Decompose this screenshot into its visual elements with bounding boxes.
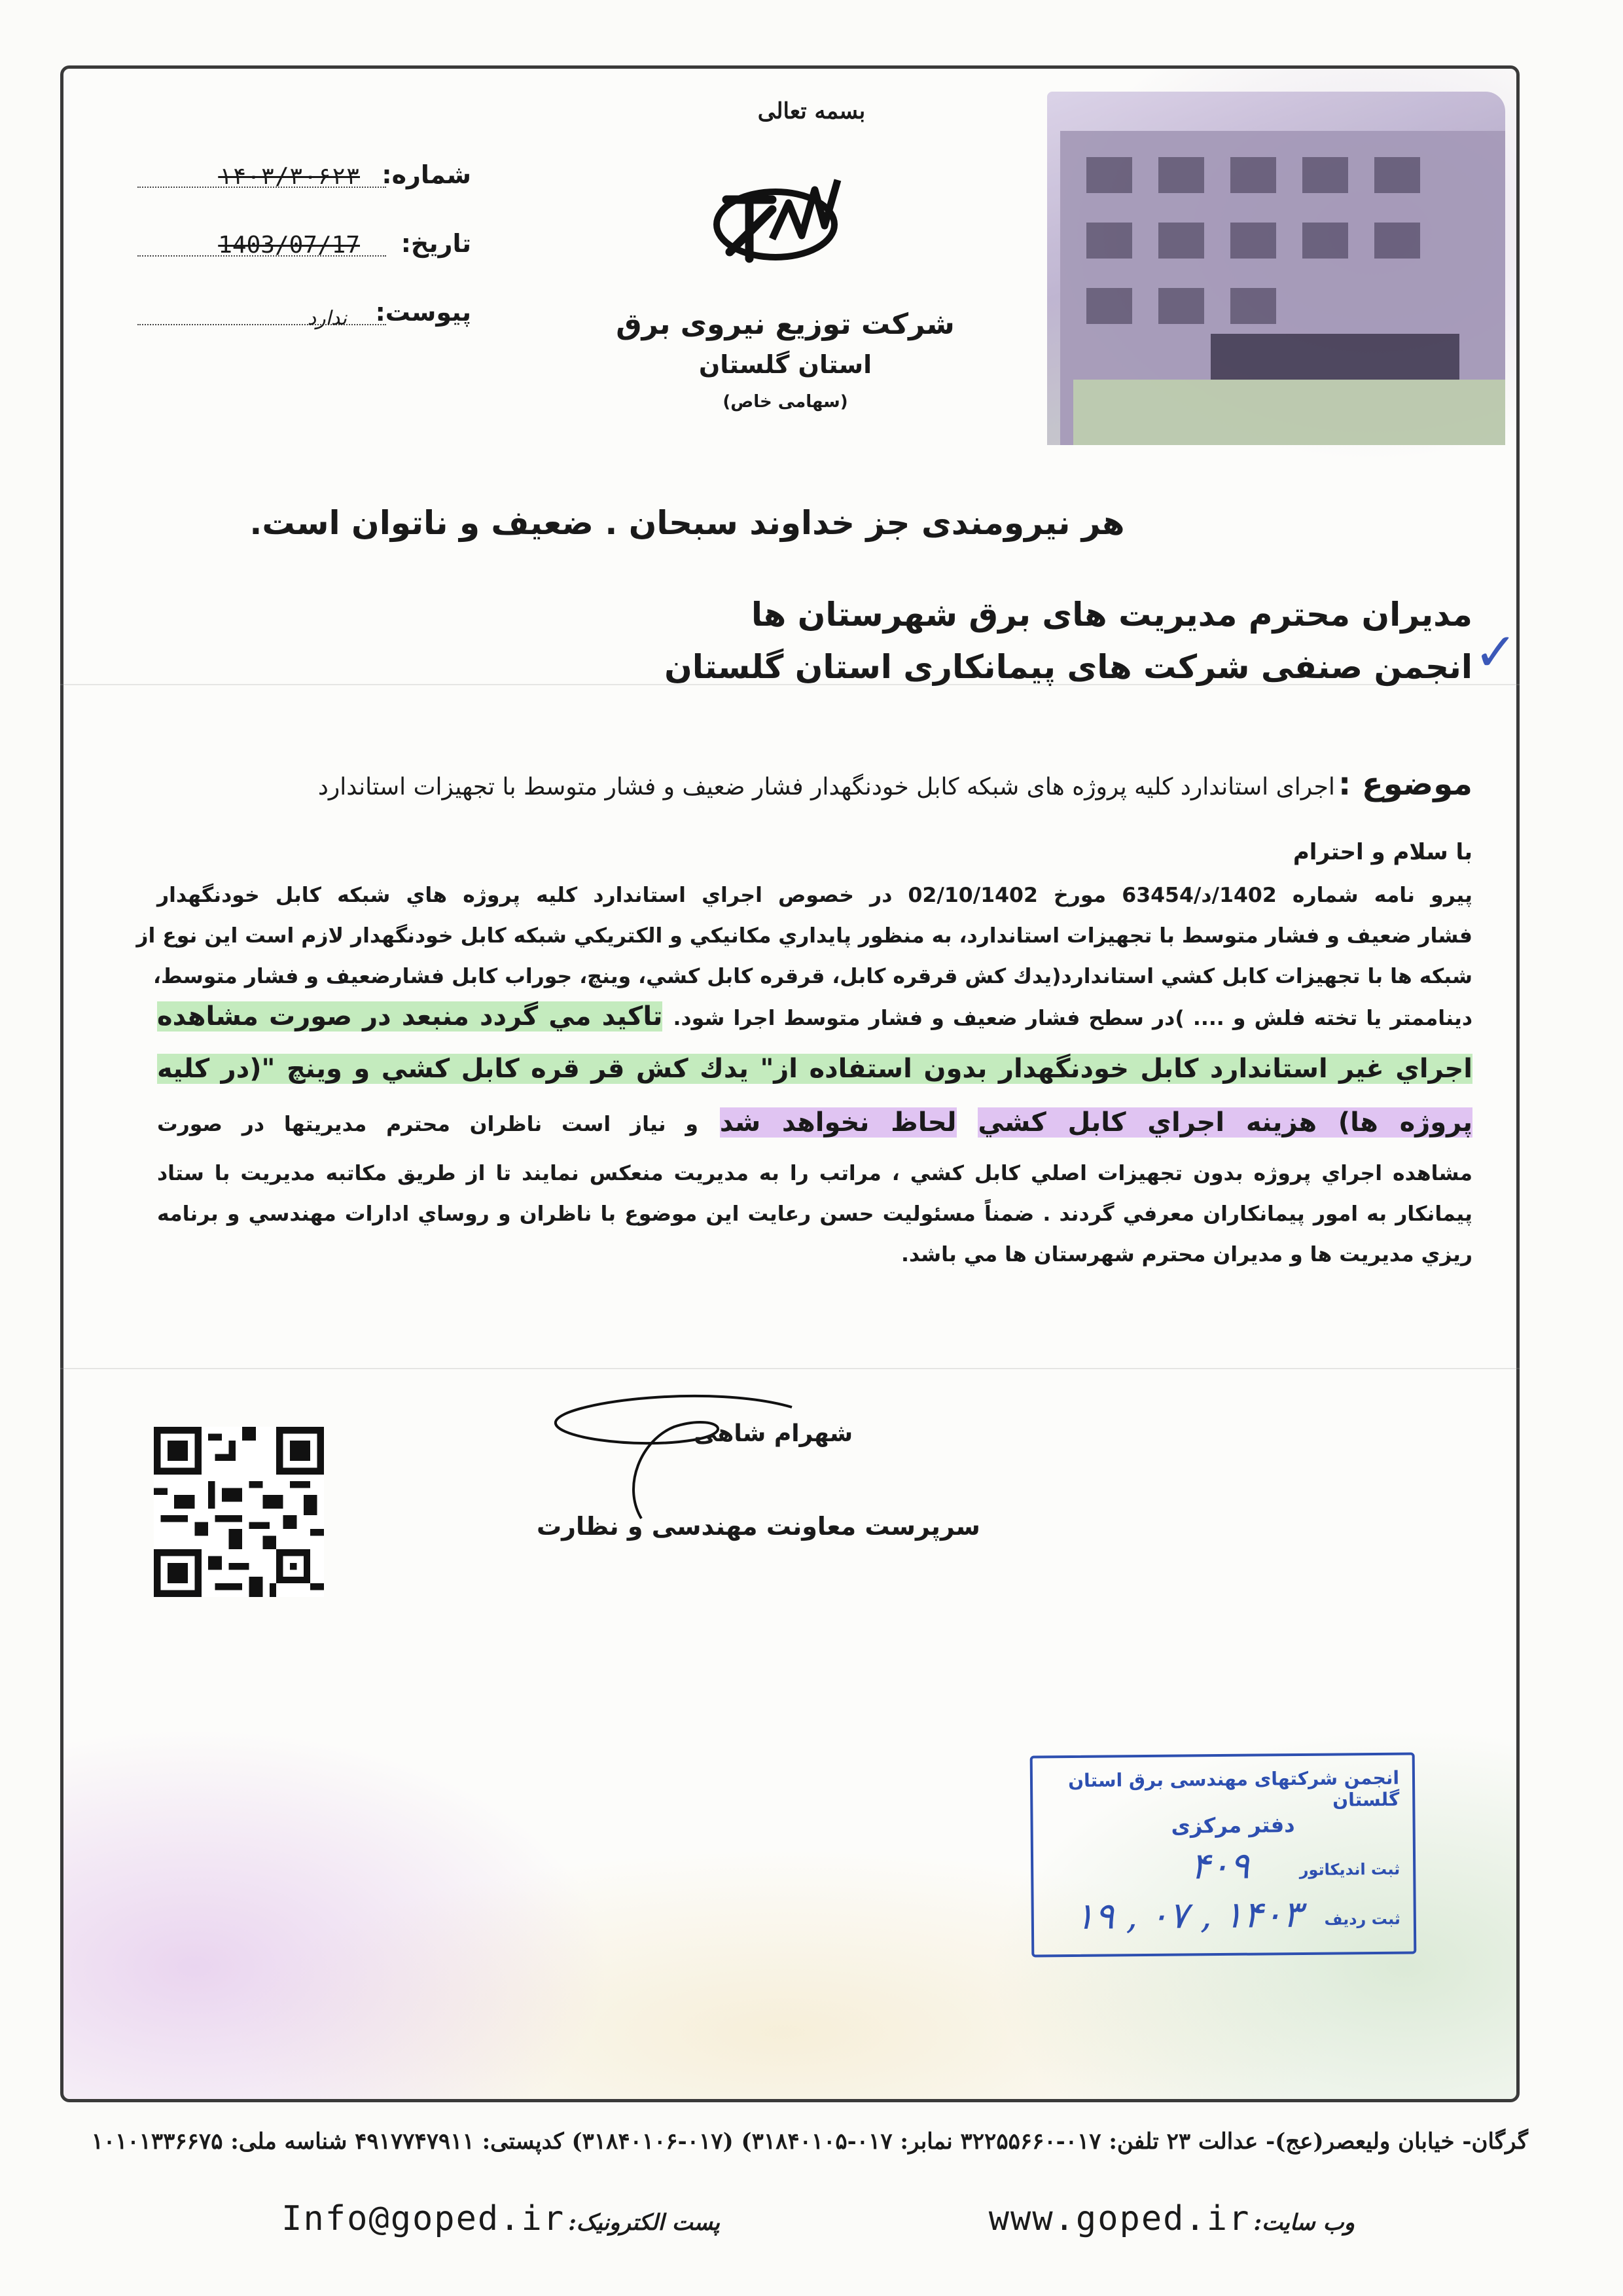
stamp-indicator-label: ثبت اندیکاتور (1299, 1859, 1400, 1879)
body-text: و نياز است ناظران محترم مديريتها در صورت (157, 1113, 698, 1136)
dotted-line (137, 324, 386, 325)
addressee-line-1: مدیران محترم مدیریت های برق شهرستان ها (751, 596, 1472, 634)
website-url: www.goped.ir (988, 2199, 1251, 2238)
registration-stamp (1030, 1752, 1417, 1957)
letter-number-label: شماره: (382, 160, 471, 189)
company-type: (سهامی خاص) (722, 392, 848, 412)
subject-label: موضوع : (1338, 766, 1472, 802)
stamp-row-value: ۱۴۰۳ , ۰۷ , ۱۹ (1075, 1893, 1303, 1938)
company-name: شرکت توزیع نیروی برق (616, 308, 955, 341)
checkmark-icon: ✓ (1474, 622, 1518, 683)
letter-number-field (131, 160, 471, 197)
attachment-field (131, 298, 471, 334)
highlighted-text: تاكيد مي گردد منبعد در صورت مشاهده (157, 1001, 663, 1031)
letter-date-field (131, 229, 471, 266)
body-text: ديناممتر يا تخته فلش و .... )در سطح فشار ضعيف و فشار متوسط اجرا شود. (673, 1007, 1472, 1030)
stamp-indicator-value: ۴۰۹ (1190, 1844, 1250, 1888)
letter-date-value: 1403/07/17 (218, 232, 360, 259)
footer-email (281, 2199, 720, 2238)
addressee-line-2: انجمن صنفی شرکت های پیمانکاری استان گلستان (664, 648, 1472, 686)
body-line: شبكه ها با تجهيزات كابل كشي استاندارد(يدك كش قرقره كابل، قرقره كابل كشي، وينچ، جوراب كابل فشارضعيف و فشار متوسط، (153, 965, 1472, 988)
stamp-office: دفتر مرکزی (1171, 1812, 1295, 1839)
subject-text: اجرای استاندارد کلیه پروژه های شبکه کابل خودنگهدار فشار ضعیف و فشار متوسط با تجهیزات استاندارد (317, 774, 1335, 800)
body-line: ريزي مديريت ها و مديران محترم شهرستان ها مي باشد. (901, 1243, 1472, 1266)
footer-website (989, 2199, 1355, 2238)
body-line: پيمانكار به امور پيمانكاران معرفي گردند . ضمناً مسئوليت حسن رعايت اين موضوع با ناظران و روساي ادارات مهندسي و برنامه (157, 1202, 1472, 1226)
company-logo (710, 173, 847, 272)
signatory-name: شهرام شاهی (694, 1420, 853, 1447)
footer-address: گرگان- خیابان ولیعصر(عج)- عدالت ۲۳ تلفن: ۰۱۷-۳۲۲۵۵۶۶۰ نمابر: ۰۱۷-۳۱۸۴۰۱۰۵) (۰۱۷-۳۱۸۴۰۱۰۶) کدپستی: ۴۹۱۷۷۴۷۹۱۱ شناسه ملی: ۱۰۱۰۱۳۳۶۶۷۵ (91, 2128, 1528, 2155)
building-photo (1047, 92, 1505, 445)
body-line: فشار ضعيف و فشار متوسط با تجهيزات استاندارد، به منظور پايداري مكانيكي و الكتريكي شبكه كابل خودنگهدار لازم است اين نوع از (136, 924, 1472, 948)
website-label: وب سایت: (1253, 2210, 1355, 2236)
email-label: پست الکترونیک: (568, 2210, 720, 2236)
company-province: استان گلستان (698, 350, 872, 379)
highlighted-text: اجراي غير استاندارد كابل خودنگهدار بدون استفاده از" يدك كش قر قره كابل كشي و وينچ "(در كليه (157, 1054, 1472, 1084)
email-address: Info@goped.ir (281, 2199, 565, 2238)
body-line-highlighted (157, 1054, 1472, 1096)
company-block (615, 308, 955, 412)
stamp-organization: انجمن شرکتهای مهندسی برق استان گلستان (1068, 1767, 1400, 1811)
body-line (157, 1001, 1472, 1043)
attachment-value: ندارد (307, 307, 347, 330)
body-line: پیرو نامه شماره 1402/د/63454 مورخ 02/10/1402 در خصوص اجراي استاندارد كليه پروژه هاي شبكه كابل خودنگهدار (157, 884, 1472, 907)
motto: هر نیرومندی جز خداوند سبحان . ضعیف و ناتوان است. (249, 504, 1125, 542)
fold-line (60, 1368, 1520, 1369)
highlighted-text: لحاظ نخواهد شد (719, 1107, 957, 1138)
basmala: بسمه تعالی (757, 98, 866, 124)
highlighted-text: پروژه ها) هزينه اجراي كابل كشي (978, 1107, 1473, 1138)
stamp-row-label: ثبت ردیف (1324, 1909, 1400, 1929)
attachment-label: پیوست: (375, 298, 471, 327)
letter-number-value: ۱۴۰۳/۳۰۶۲۳ (218, 163, 360, 190)
letter-date-label: تاریخ: (401, 229, 471, 258)
qr-code (154, 1427, 324, 1597)
body-line (157, 1107, 1472, 1149)
subject-line (318, 766, 1472, 802)
signatory-title: سرپرست معاونت مهندسی و نظارت (537, 1512, 980, 1541)
body-line: مشاهده اجراي پروژه بدون تجهيزات اصلي كابل كشي ، مراتب را به مديريت منعكس نمايند تا از طريق مكاتبه مديريت با ستاد (157, 1162, 1472, 1185)
greeting: با سلام و احترام (1293, 839, 1472, 865)
